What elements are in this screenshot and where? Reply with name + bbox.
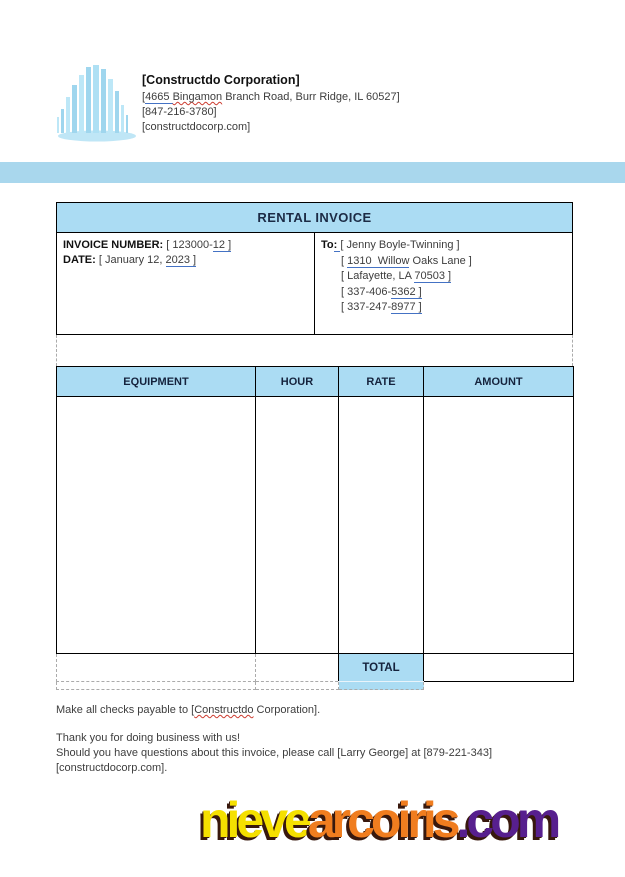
footer-website-line: [constructdocorp.com]. [56, 762, 168, 774]
watermark-part-orange: arcoiris [307, 792, 457, 848]
invoice-number-line [63, 238, 308, 253]
invoice-number-value-marked: 12 ] [212, 239, 232, 251]
phone1-marked: 5362 ] [391, 285, 422, 298]
phone2-marked: 8977 ] [391, 301, 422, 313]
phone1-part: [ 337-406- [341, 285, 392, 298]
company-website: [constructdocorp.com] [142, 121, 251, 133]
address-part: [ [142, 91, 146, 103]
questions-line: Should you have questions about this invoice, please call [Larry George] at [879-221-343] [56, 747, 492, 759]
company-name: [Constructdo Corporation] [142, 73, 300, 87]
sliver-empty-cell [256, 682, 339, 690]
city-part: [ Lafayette, LA [341, 270, 415, 282]
blank-line [56, 718, 573, 731]
checks-payable-line [56, 703, 573, 718]
col-header-rate: RATE [339, 367, 424, 397]
sliver-empty-cell [57, 682, 256, 690]
invoice-number-label: INVOICE NUMBER: [63, 239, 164, 251]
thank-you-line: Thank you for doing business with us! [56, 732, 241, 744]
watermark-part-purple: .com [456, 792, 558, 848]
sliver-blue-cell [339, 682, 424, 690]
bill-to-phone2-line [321, 300, 566, 316]
bill-to-label: To [321, 239, 334, 251]
bill-to-phone1-line [321, 285, 566, 301]
watermark-nievearcoiris [200, 792, 558, 848]
invoice-meta-row [57, 233, 573, 335]
decorative-blue-band [0, 162, 625, 183]
hour-column-cell [256, 397, 339, 654]
total-row [57, 654, 574, 682]
bill-to-cell [315, 233, 573, 335]
address-street-number: 4665 [145, 91, 173, 103]
invoice-date-line [63, 253, 308, 268]
items-header-row [57, 367, 574, 397]
total-row-empty-cell [256, 654, 339, 682]
invoice-number-value: [ 123000- [163, 239, 213, 251]
col-header-equipment: EQUIPMENT [57, 367, 256, 397]
invoice-date-value: [ January 12, [95, 254, 166, 266]
invoice-content [56, 202, 573, 776]
checks-part: Corporation]. [253, 704, 321, 716]
invoice-meta-cell [57, 233, 315, 335]
invoice-title-row [57, 203, 573, 233]
address-part: Branch Road, Burr Ridge, IL 60527] [222, 91, 400, 103]
checks-misspelled-word: Constructdo [194, 704, 254, 716]
total-amount-cell [424, 654, 574, 682]
street-part: Oaks Lane ] [409, 254, 472, 267]
footer-notes [56, 703, 573, 776]
city-marked: 70503 ] [414, 270, 452, 282]
letterhead [56, 64, 400, 142]
building-logo-icon [56, 64, 138, 142]
rate-column-cell [339, 397, 424, 654]
street-marked: 1310 Willow [347, 254, 410, 267]
bill-to-street-line [321, 254, 566, 270]
items-table [56, 366, 574, 690]
checks-part: Make all checks payable to [ [56, 704, 195, 716]
phone2-part: [ 337-247- [341, 301, 392, 313]
bill-to-colon-marked: : [333, 239, 341, 251]
invoice-date-value-marked: 2023 ] [165, 254, 197, 266]
street-part: [ [341, 254, 348, 267]
watermark-part-yellow: nieve [200, 792, 308, 848]
hidden-gridline-row [56, 335, 573, 366]
invoice-title: RENTAL INVOICE [57, 203, 573, 233]
total-label: TOTAL [339, 654, 424, 682]
company-phone: [847-216-3780] [142, 106, 217, 118]
invoice-header-table [56, 202, 573, 335]
address-street-word-misspelled: Bingamon [172, 91, 223, 103]
company-address [142, 90, 400, 105]
invoice-date-label: DATE: [63, 254, 96, 266]
col-header-amount: AMOUNT [424, 367, 574, 397]
bill-to-city-line [321, 269, 566, 285]
bill-to-name: [ Jenny Boyle-Twinning ] [340, 239, 460, 251]
items-body-row [57, 397, 574, 654]
sliver-plain-cell [424, 682, 574, 690]
col-header-hour: HOUR [256, 367, 339, 397]
equipment-column-cell [57, 397, 256, 654]
total-row-empty-cell [57, 654, 256, 682]
amount-column-cell [424, 397, 574, 654]
bill-to-name-line [321, 238, 566, 254]
company-block [142, 64, 400, 135]
total-sliver-row [57, 682, 574, 690]
